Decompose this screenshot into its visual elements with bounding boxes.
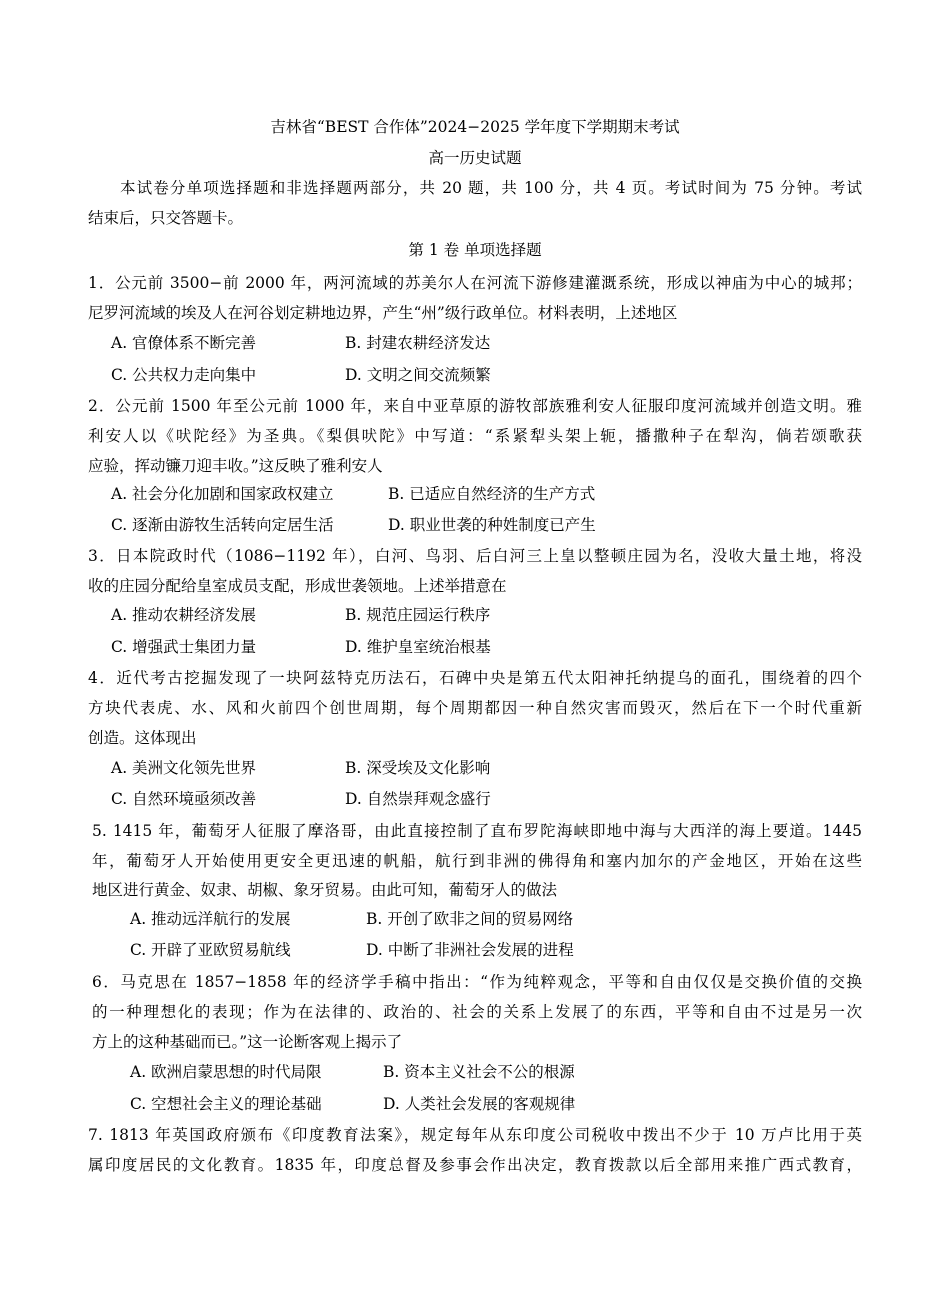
question-2-option-c: C. 逐渐由游牧生活转向定居生活: [111, 516, 334, 534]
question-2-line: 利安人以《吠陀经》为圣典。《梨俱吠陀》中写道：“系紧犁头架上轭，播撒种子在犁沟，倘若颂歌获: [88, 427, 862, 445]
question-3-line: 3．日本院政时代（1086−1192 年），白河、鸟羽、后白河三上皇以整顿庄园为名，没收大量土地，将没: [88, 547, 862, 565]
question-2-option-a: A. 社会分化加剧和国家政权建立: [111, 485, 334, 503]
question-5-option-a: A. 推动远洋航行的发展: [130, 910, 291, 928]
question-4-option-a: A. 美洲文化领先世界: [111, 759, 257, 777]
question-6-option-a: A. 欧洲启蒙思想的时代局限: [130, 1063, 322, 1081]
question-2-line: 2．公元前 1500 年至公元前 1000 年，来自中亚草原的游牧部族雅利安人征服印度河流域并创造文明。雅: [88, 397, 862, 415]
question-3-option-b: B. 规范庄园运行秩序: [345, 606, 491, 624]
question-3-option-d: D. 维护皇室统治根基: [345, 638, 491, 656]
question-6-line: 的一种理想化的表现；作为在法律的、政治的、社会的关系上发展了的东西，平等和自由不过是另一次: [92, 1003, 862, 1021]
question-4-line: 方块代表虎、水、风和火前四个创世周期，每个周期都因一种自然灾害而毁灭，然后在下一个时代重新: [88, 699, 862, 717]
exam-subtitle: 高一历史试题: [428, 149, 522, 167]
question-1-option-a: A. 官僚体系不断完善: [111, 334, 257, 352]
section-heading: 第 1 卷 单项选择题: [408, 241, 542, 259]
question-5-option-c: C. 开辟了亚欧贸易航线: [130, 941, 291, 959]
question-6-option-d: D. 人类社会发展的客观规律: [383, 1095, 576, 1113]
question-6-option-c: C. 空想社会主义的理论基础: [130, 1095, 322, 1113]
question-6-line: 6．马克思在 1857−1858 年的经济学手稿中指出：“作为纯粹观念，平等和自由仅仅是交换价值的交换: [92, 973, 862, 991]
question-5-line: 年，葡萄牙人开始使用更安全更迅速的帆船，航行到非洲的佛得角和塞内加尔的产金地区，开始在这些: [92, 852, 862, 870]
question-4-option-d: D. 自然崇拜观念盛行: [345, 790, 491, 808]
question-3-option-c: C. 增强武士集团力量: [111, 638, 257, 656]
question-4-option-b: B. 深受埃及文化影响: [345, 759, 491, 777]
question-7-line: 属印度居民的文化教育。1835 年，印度总督及参事会作出决定，教育拨款以后全部用来推广西式教育，: [88, 1156, 862, 1174]
question-2-option-b: B. 已适应自然经济的生产方式: [388, 485, 596, 503]
question-3-line: 收的庄园分配给皇室成员支配，形成世袭领地。上述举措意在: [88, 577, 507, 595]
question-2-option-d: D. 职业世袭的种姓制度已产生: [388, 516, 596, 534]
question-2-line: 应验，挥动镰刀迎丰收。”这反映了雅利安人: [88, 457, 383, 475]
question-1-option-d: D. 文明之间交流频繁: [345, 366, 491, 384]
question-4-option-c: C. 自然环境亟须改善: [111, 790, 257, 808]
question-1-line: 1．公元前 3500−前 2000 年，两河流域的苏美尔人在河流下游修建灌溉系统，形成以神庙为中心的城邦；: [88, 274, 862, 292]
question-3-option-a: A. 推动农耕经济发展: [111, 606, 257, 624]
question-4-line: 创造。这体现出: [88, 729, 197, 747]
question-6-option-b: B. 资本主义社会不公的根源: [383, 1063, 575, 1081]
question-5-option-b: B. 开创了欧非之间的贸易网络: [366, 910, 574, 928]
intro-line: 本试卷分单项选择题和非选择题两部分，共 20 题，共 100 分，共 4 页。考试时间为 75 分钟。考试: [120, 179, 862, 197]
question-7-line: 7. 1813 年英国政府颁布《印度教育法案》，规定每年从东印度公司税收中拨出不少于 10 万卢比用于英: [88, 1126, 862, 1144]
question-5-line: 地区进行黄金、奴隶、胡椒、象牙贸易。由此可知，葡萄牙人的做法: [92, 881, 558, 899]
question-5-line: 5. 1415 年，葡萄牙人征服了摩洛哥，由此直接控制了直布罗陀海峡即地中海与大西洋的海上要道。1445: [92, 822, 862, 840]
exam-title: 吉林省“BEST 合作体”2024−2025 学年度下学期期末考试: [270, 118, 680, 136]
question-6-line: 方上的这种基础而已。”这一论断客观上揭示了: [92, 1033, 403, 1051]
question-5-option-d: D. 中断了非洲社会发展的进程: [366, 941, 574, 959]
question-4-line: 4．近代考古挖掘发现了一块阿兹特克历法石，石碑中央是第五代太阳神托纳提乌的面孔，围绕着的四个: [88, 669, 862, 687]
question-1-option-c: C. 公共权力走向集中: [111, 366, 257, 384]
intro-line: 结束后，只交答题卡。: [88, 209, 244, 227]
question-1-option-b: B. 封建农耕经济发达: [345, 334, 491, 352]
question-1-line: 尼罗河流域的埃及人在河谷划定耕地边界，产生“州”级行政单位。材料表明，上述地区: [88, 304, 678, 322]
